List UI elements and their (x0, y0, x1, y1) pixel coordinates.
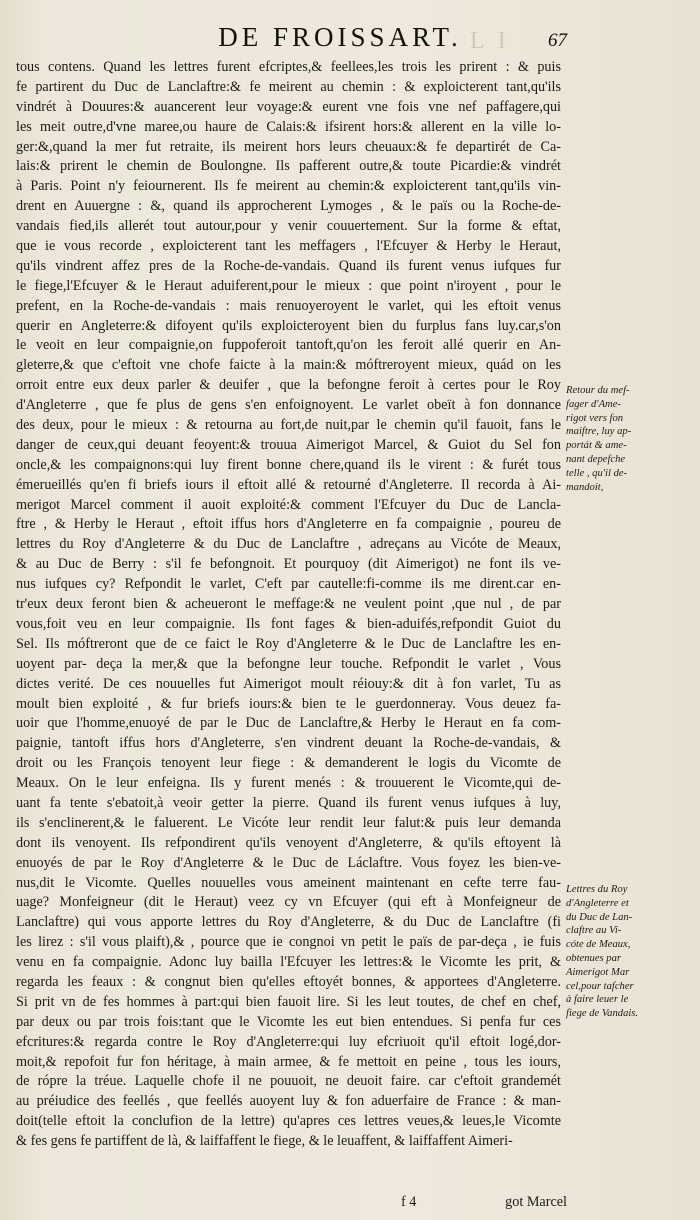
margin-note-line: cel,pour tafcher (566, 980, 634, 992)
signature-mark: f 4 (401, 1194, 417, 1210)
margin-note-line: claftre au Vi- (566, 925, 622, 937)
text-line: Si prit vn de fes hommes à part:qui bien fauoit lire. Si les leut toutes, de chef en chef, (16, 993, 561, 1010)
text-line: venu en fa compaignie. Adonc luy bailla l'Efcuyer les lettres:& le Vicomte les prit, & (16, 954, 561, 971)
text-line: vindrét à Douures:& auancerent leur voyage:& eurent vne fois vne nef paffagere,qui (16, 98, 561, 115)
page-number: 67 (548, 30, 567, 51)
text-line: le fiege,l'Efcuyer & le Heraut aduiferent,pour le mieux : que point n'iroyent , pour le (16, 277, 561, 294)
margin-note-line: à faire leuer le (566, 994, 629, 1006)
text-line: tr'eux deux feront bien & acheueront le meffage:& ne veulent point ,que nul , de par (16, 596, 561, 613)
margin-note-line: mandoit, (566, 481, 604, 493)
text-line: qu'ils vindrent affez pres de la Roche-de-vandais. Quand ils furent venus iufques fur (16, 257, 561, 274)
text-line: doit(telle eftoit la conclufion de la lettre) qu'apres ces lettres veues,& leues,le Vicomte (16, 1113, 561, 1130)
text-line: regarda les feaux : & congnut bien qu'elles eftoyét bonnes, & apportees d'Angleterre. (16, 973, 561, 990)
text-line: enuoyés de par le Roy d'Angleterre & le Duc de Láclaftre. Vous foyez les bien-ve- (16, 854, 561, 871)
text-line: de rópre la tréue. Laquelle chofe il ne pouuoit, ne deuoit faire. car c'eftoit grandemét (16, 1073, 561, 1090)
margin-note-line: fiege de Vandais. (566, 1008, 639, 1020)
text-line: moult bien exploité , & fur briefs iours:& bien te le guerdonneray. Vous deuez fa- (16, 695, 561, 712)
text-line: ger:&,quand la mer fut retraite, ils meirent hors leurs cheuaux:& fe departirét de Ca- (16, 138, 561, 155)
text-line: vandais fied,ils allerét tout autour,pour y venir couuertement. Sur la forme & eftat, (16, 218, 561, 235)
text-line: orroit entre eux deux parler & deuifer , que la befongne feroit à certes pour le Roy (16, 377, 561, 394)
text-line: oncle,& les compaignons:qui luy firent bonne chere,quand ils le virent : & furét tous (16, 456, 561, 473)
text-line: au préiudice des feellés , que feellés auoyent luy & fon aduerfaire de France : & man- (16, 1093, 561, 1110)
margin-note-line: obtenues par (566, 952, 622, 964)
margin-note-line: Lettres du Roy (566, 884, 628, 895)
text-line: à Paris. Point n'y feiournerent. Ils fe meirent au chemin:& exploicterent tant,qu'ils vin- (16, 178, 561, 195)
text-line: d'Angleterre , que fe plus de gens s'en enfoignoyent. Le varlet obeït à fon donnance (16, 397, 561, 414)
text-line: que ie vous recorde , exploicterent tant les meffagers , l'Efcuyer & Herby le Heraut, (16, 238, 561, 255)
text-line: par deux ou par trois fois:tant que le Vicomte les eut bien entendues. Si penfa fur ces (16, 1013, 561, 1030)
text-line: lettres du Roy d'Angleterre & du Duc de Lanclaftre , adreçans au Vicóte de Meaux, (16, 536, 561, 553)
margin-note-line: maiftre, luy ap- (566, 426, 632, 438)
text-line: gleterre,& que c'eftoit vne chofe faicte à la main:& móftreroyent mieux, quád on les (16, 357, 561, 374)
text-line: ftre , & Herby le Heraut , eftoit iffus hors d'Angleterre en fa compaignie , poureu de (16, 516, 561, 533)
margin-note-return-messenger (566, 384, 698, 494)
text-line: ils s'enclinerent,& le faluerent. Le Vicóte leur rendit leur falut:& puis leur demanda (16, 814, 561, 831)
text-line: danger de ceux,qui deuant feoyent:& trouua Aimerigot Marcel, & Guiot du Sel fon (16, 436, 561, 453)
text-line: nus,dit le Vicomte. Quelles nouuelles vous ameinent maintenant en cefte terre fau- (16, 874, 561, 891)
text-line: les lirez : s'il vous plaift),& , pource que ie congnoi vn petit le païs de par-deça , ie fuis (16, 934, 561, 951)
margin-note-line: fager d'Ame- (566, 398, 621, 410)
margin-note-line: rigot vers fon (566, 412, 624, 424)
text-line: fe partirent du Duc de Lanclaftre:& fe meirent au chemin : & exploicterent tant,qu'ils (16, 78, 561, 95)
margin-note-line: cóte de Meaux, (566, 939, 631, 951)
show-through-text: L I (470, 28, 510, 54)
text-line: & fes gens fe partiffent de là, & laiffaffent le fiege, & le leuaffent, & laiffaffent Aimeri- (16, 1133, 513, 1150)
text-line: drent en Auuergne : &, quand ils approcherent Lymoges , & le païs ou la Roche-de- (16, 198, 561, 215)
catchword: got Marcel (505, 1194, 567, 1210)
margin-note-line: portát & ame- (566, 440, 627, 452)
margin-note-letters-king (566, 883, 698, 1021)
text-line: merigot Marcel comment il auoit exploité:& comment l'Efcuyer du Duc de Lancla- (16, 496, 561, 513)
text-line: des deux, pour le mieux : & retourna au fort,de nuit,par le chemin qu'il fauoit, fans le (16, 417, 561, 434)
text-line: tous contens. Quand les lettres furent efcriptes,& feellees,les trois les prirent : & puis (16, 59, 561, 75)
margin-note-line: d'Angleterre et (566, 897, 629, 909)
running-head: DE FROISSART. (218, 22, 462, 52)
text-line: uage? Monfeigneur (dit le Heraut) veez cy vn Efcuyer (qui eft à Monfeigneur de (16, 894, 561, 911)
text-line: paignie, tantoft iffus hors d'Angleterre, s'en vindrent deuant la Roche-de-vandais, & (16, 735, 561, 752)
text-line: uoir que l'homme,enuoyé de par le Duc de Lanclaftre,& Herby le Heraut en fa com- (16, 715, 561, 732)
margin-note-line: Aimerigot Mar (566, 966, 630, 978)
margin-note-line: telle , qu'il de- (566, 467, 628, 479)
text-line: droit ou les François tenoyent leur fiege : & demanderent le logis du Vicomte de (16, 755, 561, 772)
text-line: prefent, en la Roche-de-vandais : mais renuoyeroyent le varlet, qui les eftoit venus (16, 297, 561, 314)
text-line: Meaux. On le leur enfeigna. Ils y furent menés : & trouuerent le Vicomte,qui de- (16, 775, 561, 792)
margin-note-line: nant depefche (566, 453, 626, 465)
text-line: moit,& repofoit fur fon héritage, à main armee, & fe mettoit en peine , tous les iours, (16, 1053, 561, 1070)
body-text (16, 58, 561, 1152)
text-line: le veoit en leur compaignie,on fuppoferoit tantoft,qu'on les feroit allé querir en An- (16, 337, 561, 354)
margin-note-line: du Duc de Lan- (566, 911, 633, 923)
text-line: efcritures:& regarda contre le Roy d'Angleterre:qui luy efcriuoit qu'il eftoit logé,dor- (16, 1033, 561, 1050)
text-line: & au Duc de Berry : s'il fe befongnoit. Et pourquoy (dit Aimerigot) ne font ils ve- (16, 556, 561, 573)
text-line: dictes verité. De ces nouuelles fut Aimerigot moult réiouy:& dit à fon varlet, Tu as (16, 675, 561, 692)
text-line: nus iufques cy? Refpondit le varlet, C'eft par cautelle:fi-comme ils me dirent.car en- (16, 576, 561, 593)
text-line: les meit outre,d'vne maree,ou haure de Calais:& ifsirent hors:& allerent en la ville lo- (16, 118, 561, 135)
text-line: dont ils venoyent. Ils refpondirent qu'ils venoyent d'Angleterre, & qu'ils eftoyent là (16, 834, 561, 851)
text-line: vous,foit veu en leur compaignie. Ils font fages & bien-aduifés,refpondit Guiot du (16, 615, 561, 632)
text-line: uoyent par- deça la mer,& que la befongne leur touche. Refpondit le varlet , Vous (16, 655, 561, 672)
margin-note-line: Retour du mef- (566, 385, 630, 396)
text-line: uant fa tente s'ebatoit,à veoir getter la pierre. Quand ils furent venus iufques à luy, (16, 794, 561, 811)
text-line: querir en Angleterre:& difoyent qu'ils exploicteroyent bien du furplus fans luy.car,s'on (16, 317, 561, 334)
text-line: Lanclaftre) qui vous apporte lettres du Roy d'Angleterre, & du Duc de Lanclaftre (fi (16, 914, 561, 931)
text-line: lais:& prirent le chemin de Boulongne. Ils pafferent outre,& toute Picardie:& vindrét (16, 158, 561, 175)
text-line: émerueillés qu'en fi briefs iours il eftoit allé & retourné d'Angleterre. Il recorda à Ai- (16, 476, 561, 493)
text-line: Sel. Ils móftreront que de ce faict le Roy d'Angleterre & le Duc de Lanclaftre les en- (16, 635, 561, 652)
